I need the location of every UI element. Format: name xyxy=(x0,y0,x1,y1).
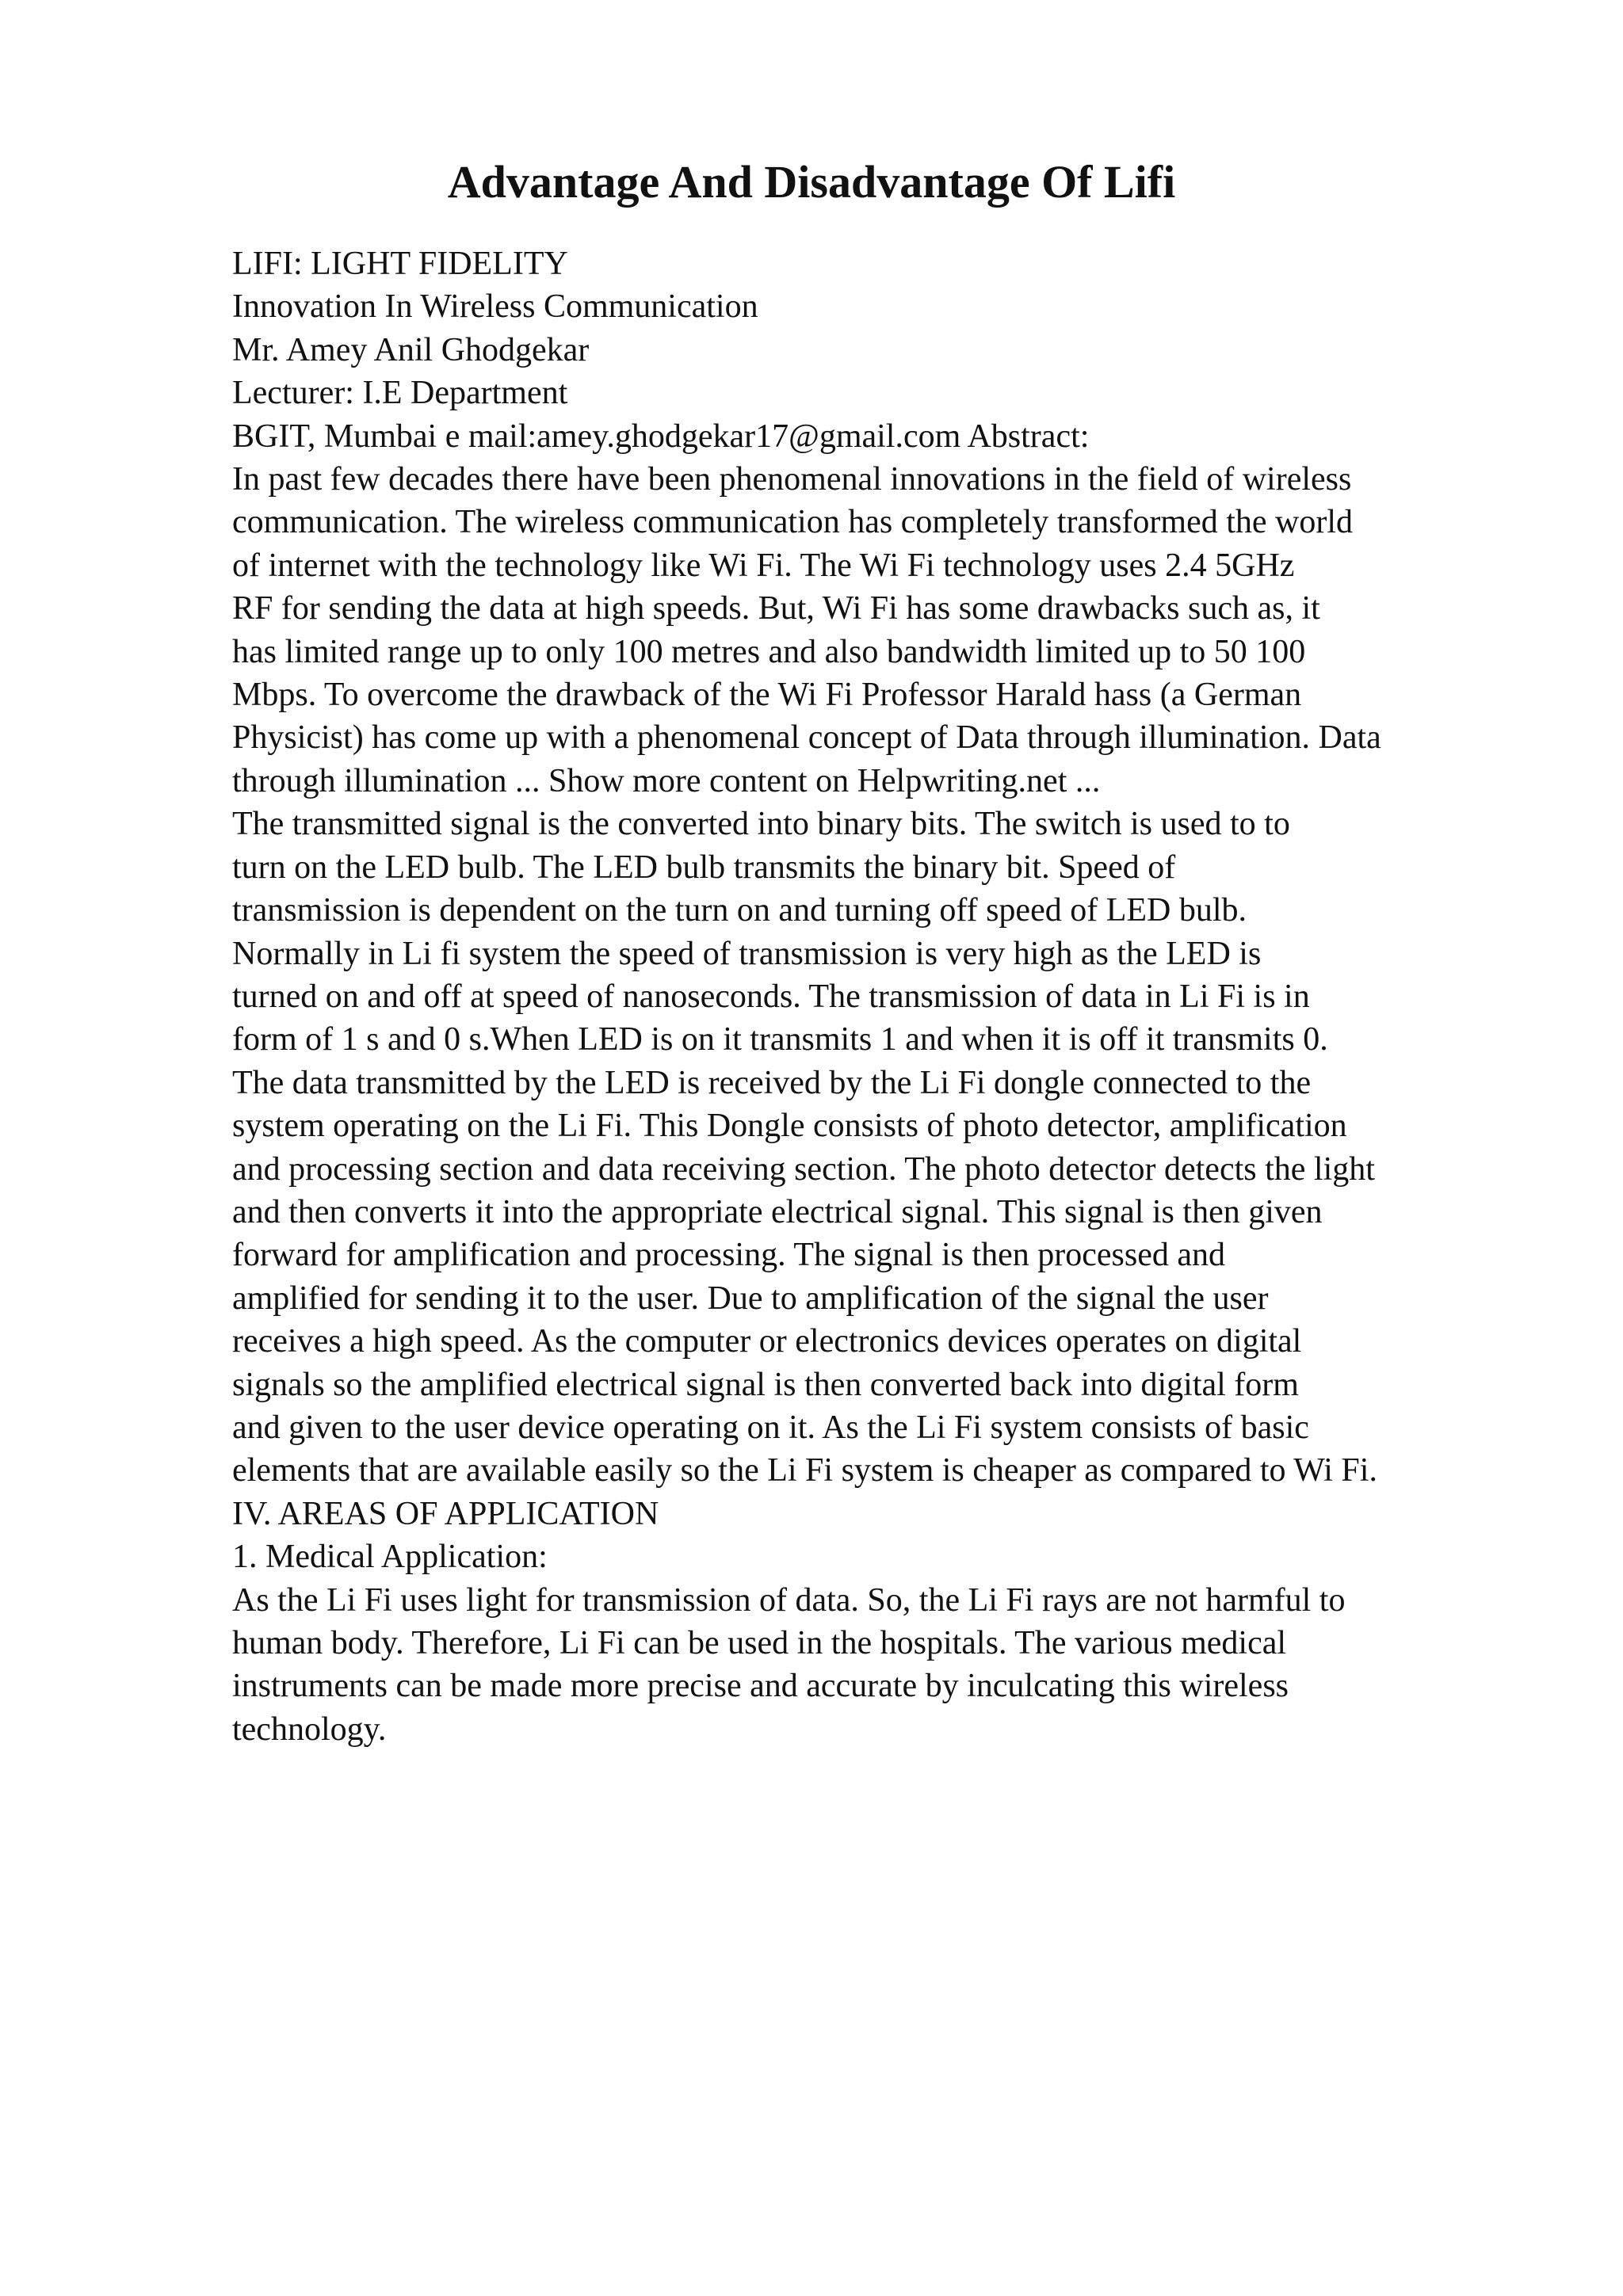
text-line: Normally in Li fi system the speed of transmission is very high as the LED is xyxy=(232,935,1262,972)
text-line: LIFI: LIGHT FIDELITY xyxy=(232,246,568,282)
text-line: Physicist) has come up with a phenomenal concept of Data through illumination. Data xyxy=(232,719,1381,757)
text-line: As the Li Fi uses light for transmission of data. So, the Li Fi rays are not harmful to xyxy=(232,1581,1346,1619)
text-line: transmission is dependent on the turn on and turning off speed of LED bulb. xyxy=(232,892,1247,929)
text-line: instruments can be made more precise and accurate by inculcating this wireless xyxy=(232,1668,1289,1705)
text-line: and given to the user device operating on it. As the Li Fi system consists of basic xyxy=(232,1409,1309,1446)
text-line: Mr. Amey Anil Ghodgekar xyxy=(232,331,590,368)
text-line: Lecturer: I.E Department xyxy=(232,375,568,412)
text-line: form of 1 s and 0 s.When LED is on it transmits 1 and when it is off it transmits 0. xyxy=(232,1021,1328,1058)
text-line: through illumination ... Show more content on Helpwriting.net ... xyxy=(232,762,1101,799)
text-line: RF for sending the data at high speeds. But, Wi Fi has some drawbacks such as, it xyxy=(232,590,1320,627)
text-line: Mbps. To overcome the drawback of the Wi Fi Professor Harald hass (a German xyxy=(232,677,1302,714)
text-line: system operating on the Li Fi. This Dongle consists of photo detector, amplification xyxy=(232,1108,1347,1145)
text-line: technology. xyxy=(232,1711,387,1748)
text-line: communication. The wireless communication has completely transformed the world xyxy=(232,504,1354,541)
text-line: of internet with the technology like Wi Fi. The Wi Fi technology uses 2.4 5GHz xyxy=(232,547,1295,584)
text-line: signals so the amplified electrical signal is then converted back into digital form xyxy=(232,1366,1299,1403)
text-line: has limited range up to only 100 metres and also bandwidth limited up to 50 100 xyxy=(232,633,1306,670)
text-line: BGIT, Mumbai e mail:amey.ghodgekar17@gmail.com Abstract: xyxy=(232,418,1090,455)
text-line: In past few decades there have been phenomenal innovations in the field of wireless xyxy=(232,461,1352,498)
text-line: and then converts it into the appropriate electrical signal. This signal is then given xyxy=(232,1193,1323,1230)
text-line: Innovation In Wireless Communication xyxy=(232,288,758,326)
text-line: The data transmitted by the LED is received by the Li Fi dongle connected to the xyxy=(232,1064,1312,1101)
text-line: and processing section and data receiving section. The photo detector detects the light xyxy=(232,1150,1375,1188)
text-line: turned on and off at speed of nanoseconds. The transmission of data in Li Fi is in xyxy=(232,978,1310,1015)
text-line: turn on the LED bulb. The LED bulb transmits the binary bit. Speed of xyxy=(232,849,1176,886)
text-line: The transmitted signal is the converted into binary bits. The switch is used to to xyxy=(232,806,1290,843)
document-body xyxy=(232,242,1595,1751)
section-heading: IV. AREAS OF APPLICATION xyxy=(232,1495,659,1532)
document-title: Advantage And Disadvantage Of Lifi xyxy=(447,156,1176,208)
text-line: human body. Therefore, Li Fi can be used in the hospitals. The various medical xyxy=(232,1625,1287,1661)
text-line: amplified for sending it to the user. Due to amplification of the signal the user xyxy=(232,1280,1269,1317)
text-line: elements that are available easily so the Li Fi system is cheaper as compared to Wi Fi. xyxy=(232,1452,1377,1489)
text-line: receives a high speed. As the computer or electronics devices operates on digital xyxy=(232,1323,1302,1360)
text-line: forward for amplification and processing. The signal is then processed and xyxy=(232,1237,1226,1274)
subsection-heading: 1. Medical Application: xyxy=(232,1539,548,1576)
